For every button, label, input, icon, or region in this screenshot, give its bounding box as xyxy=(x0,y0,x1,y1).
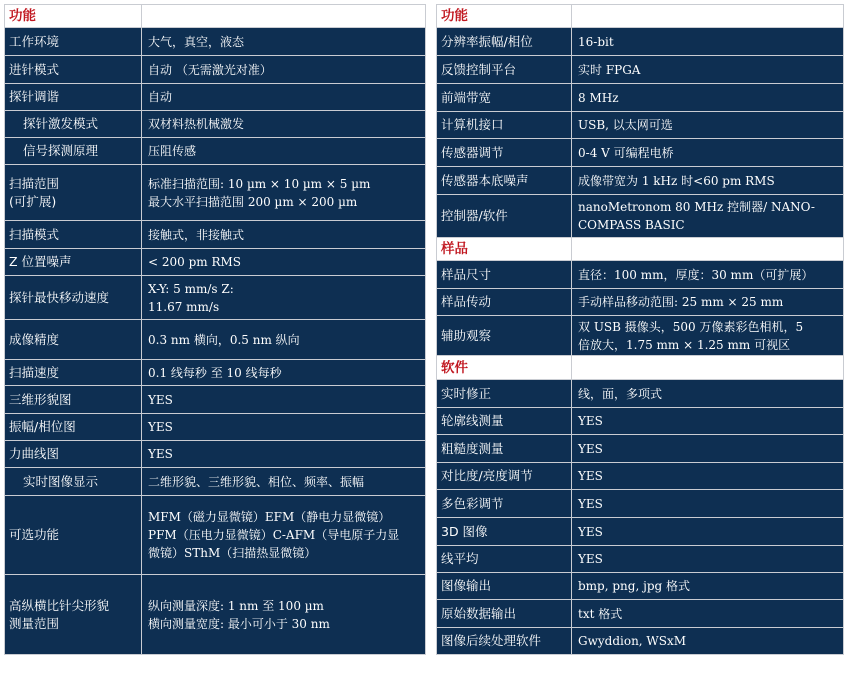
spec-value: YES xyxy=(142,441,426,468)
spec-label: 成像精度 xyxy=(5,320,142,360)
spec-row xyxy=(437,289,844,316)
spec-row xyxy=(437,463,844,490)
spec-row xyxy=(437,435,844,463)
spec-row xyxy=(5,84,426,111)
spec-row xyxy=(437,84,844,112)
spec-label: 线平均 xyxy=(437,546,572,573)
left-spec-table xyxy=(4,4,426,655)
spec-label: 传感器本底噪声 xyxy=(437,167,572,195)
spec-value: nanoMetronom 80 MHz 控制器/ NANO- COMPASS BASIC xyxy=(572,195,844,238)
spec-label: 高纵横比针尖形貌 测量范围 xyxy=(5,575,142,655)
spec-label: 三维形貌图 xyxy=(5,386,142,414)
spec-row xyxy=(5,249,426,276)
spec-row xyxy=(437,112,844,139)
header-blank-cell xyxy=(572,356,844,380)
spec-label: 控制器/软件 xyxy=(437,195,572,238)
spec-value: 0.3 nm 横向，0.5 nm 纵向 xyxy=(142,320,426,360)
spec-row xyxy=(5,468,426,496)
header-blank-cell xyxy=(142,5,426,28)
spec-row xyxy=(5,386,426,414)
spec-row xyxy=(5,165,426,221)
spec-value: 8 MHz xyxy=(572,84,844,112)
spec-label: 探针激发模式 xyxy=(5,111,142,138)
spec-row xyxy=(5,496,426,575)
spec-label: 进针模式 xyxy=(5,56,142,84)
spec-label: 轮廓线测量 xyxy=(437,408,572,435)
spec-value: YES xyxy=(142,414,426,441)
spec-label: 前端带宽 xyxy=(437,84,572,112)
section-header: 功能 xyxy=(5,5,142,28)
spec-label: 探针最快移动速度 xyxy=(5,276,142,320)
spec-row xyxy=(5,441,426,468)
spec-row xyxy=(5,56,426,84)
spec-value: 双 USB 摄像头，500 万像素彩色相机，5 倍放大，1.75 mm × 1.25 mm 可视区 xyxy=(572,316,844,356)
spec-value: 自动 xyxy=(142,84,426,111)
spec-row xyxy=(5,575,426,655)
spec-label: 扫描模式 xyxy=(5,221,142,249)
spec-label: 计算机接口 xyxy=(437,112,572,139)
spec-value: MFM（磁力显微镜）EFM（静电力显微镜） PFM（压电力显微镜）C-AFM（导电原子力显 微镜）SThM（扫描热显微镜） xyxy=(142,496,426,575)
spec-value: 直径：100 mm，厚度：30 mm（可扩展） xyxy=(572,261,844,289)
spec-row xyxy=(5,414,426,441)
spec-row xyxy=(437,139,844,167)
spec-label: 粗糙度测量 xyxy=(437,435,572,463)
spec-row xyxy=(437,573,844,600)
spec-row xyxy=(437,56,844,84)
spec-label: 辅助观察 xyxy=(437,316,572,356)
spec-value: 标准扫描范围: 10 µm × 10 µm × 5 µm 最大水平扫描范围 200 µm × 200 µm xyxy=(142,165,426,221)
spec-value: YES xyxy=(142,386,426,414)
spec-row xyxy=(437,628,844,655)
spec-label: 3D 图像 xyxy=(437,518,572,546)
spec-row xyxy=(437,490,844,518)
spec-row xyxy=(437,316,844,356)
spec-value: bmp, png, jpg 格式 xyxy=(572,573,844,600)
section-header: 功能 xyxy=(437,5,572,28)
spec-label: 分辨率振幅/相位 xyxy=(437,28,572,56)
spec-label: Z 位置噪声 xyxy=(5,249,142,276)
spec-value: X-Y: 5 mm/s Z: 11.67 mm/s xyxy=(142,276,426,320)
spec-row xyxy=(5,111,426,138)
spec-value: 线，面，多项式 xyxy=(572,380,844,408)
spec-value: txt 格式 xyxy=(572,600,844,628)
spec-label: 对比度/亮度调节 xyxy=(437,463,572,490)
spec-label: 样品传动 xyxy=(437,289,572,316)
spec-label: 反馈控制平台 xyxy=(437,56,572,84)
spec-label: 实时图像显示 xyxy=(5,468,142,496)
spec-row xyxy=(437,600,844,628)
spec-value: YES xyxy=(572,435,844,463)
spec-value: 纵向测量深度: 1 nm 至 100 µm 横向测量宽度: 最小可小于 30 nm xyxy=(142,575,426,655)
spec-label: 可选功能 xyxy=(5,496,142,575)
spec-label: 振幅/相位图 xyxy=(5,414,142,441)
spec-value: YES xyxy=(572,408,844,435)
spec-row xyxy=(437,28,844,56)
section-header: 软件 xyxy=(437,356,572,380)
spec-row xyxy=(437,518,844,546)
section-header: 样品 xyxy=(437,238,572,261)
spec-value: 自动 （无需激光对准） xyxy=(142,56,426,84)
spec-row xyxy=(437,408,844,435)
spec-value: 手动样品移动范围: 25 mm × 25 mm xyxy=(572,289,844,316)
spec-label: 图像输出 xyxy=(437,573,572,600)
spec-row xyxy=(437,261,844,289)
spec-row xyxy=(5,221,426,249)
spec-value: YES xyxy=(572,518,844,546)
spec-value: < 200 pm RMS xyxy=(142,249,426,276)
spec-row xyxy=(5,320,426,360)
spec-label: 多色彩调节 xyxy=(437,490,572,518)
spec-row xyxy=(437,195,844,238)
spec-row xyxy=(437,380,844,408)
spec-value: 成像带宽为 1 kHz 时<60 pm RMS xyxy=(572,167,844,195)
spec-value: 双材料热机械激发 xyxy=(142,111,426,138)
header-blank-cell xyxy=(572,5,844,28)
spec-row xyxy=(437,546,844,573)
spec-value: 大气，真空，液态 xyxy=(142,28,426,56)
spec-label: 图像后续处理软件 xyxy=(437,628,572,655)
spec-row xyxy=(5,28,426,56)
spec-value: 接触式，非接触式 xyxy=(142,221,426,249)
spec-label: 探针调谐 xyxy=(5,84,142,111)
header-blank-cell xyxy=(572,238,844,261)
spec-value: Gwyddion, WSxM xyxy=(572,628,844,655)
spec-value: USB, 以太网可选 xyxy=(572,112,844,139)
section-header-row xyxy=(437,356,844,380)
spec-value: YES xyxy=(572,463,844,490)
spec-value: 16-bit xyxy=(572,28,844,56)
spec-label: 扫描范围 (可扩展) xyxy=(5,165,142,221)
spec-label: 实时修正 xyxy=(437,380,572,408)
section-header-row xyxy=(437,238,844,261)
spec-label: 信号探测原理 xyxy=(5,138,142,165)
spec-value: 二维形貌、三维形貌、相位、频率、振幅 xyxy=(142,468,426,496)
spec-label: 扫描速度 xyxy=(5,360,142,386)
spec-value: 压阻传感 xyxy=(142,138,426,165)
spec-label: 工作环境 xyxy=(5,28,142,56)
right-spec-table xyxy=(436,4,844,655)
spec-label: 力曲线图 xyxy=(5,441,142,468)
spec-row xyxy=(5,138,426,165)
spec-value: YES xyxy=(572,490,844,518)
spec-value: 实时 FPGA xyxy=(572,56,844,84)
section-header-row xyxy=(437,5,844,28)
spec-value: YES xyxy=(572,546,844,573)
spec-value: 0.1 线每秒 至 10 线每秒 xyxy=(142,360,426,386)
section-header-row xyxy=(5,5,426,28)
spec-value: 0-4 V 可编程电桥 xyxy=(572,139,844,167)
spec-row xyxy=(5,360,426,386)
spec-label: 样品尺寸 xyxy=(437,261,572,289)
spec-label: 原始数据输出 xyxy=(437,600,572,628)
spec-row xyxy=(437,167,844,195)
spec-label: 传感器调节 xyxy=(437,139,572,167)
spec-row xyxy=(5,276,426,320)
